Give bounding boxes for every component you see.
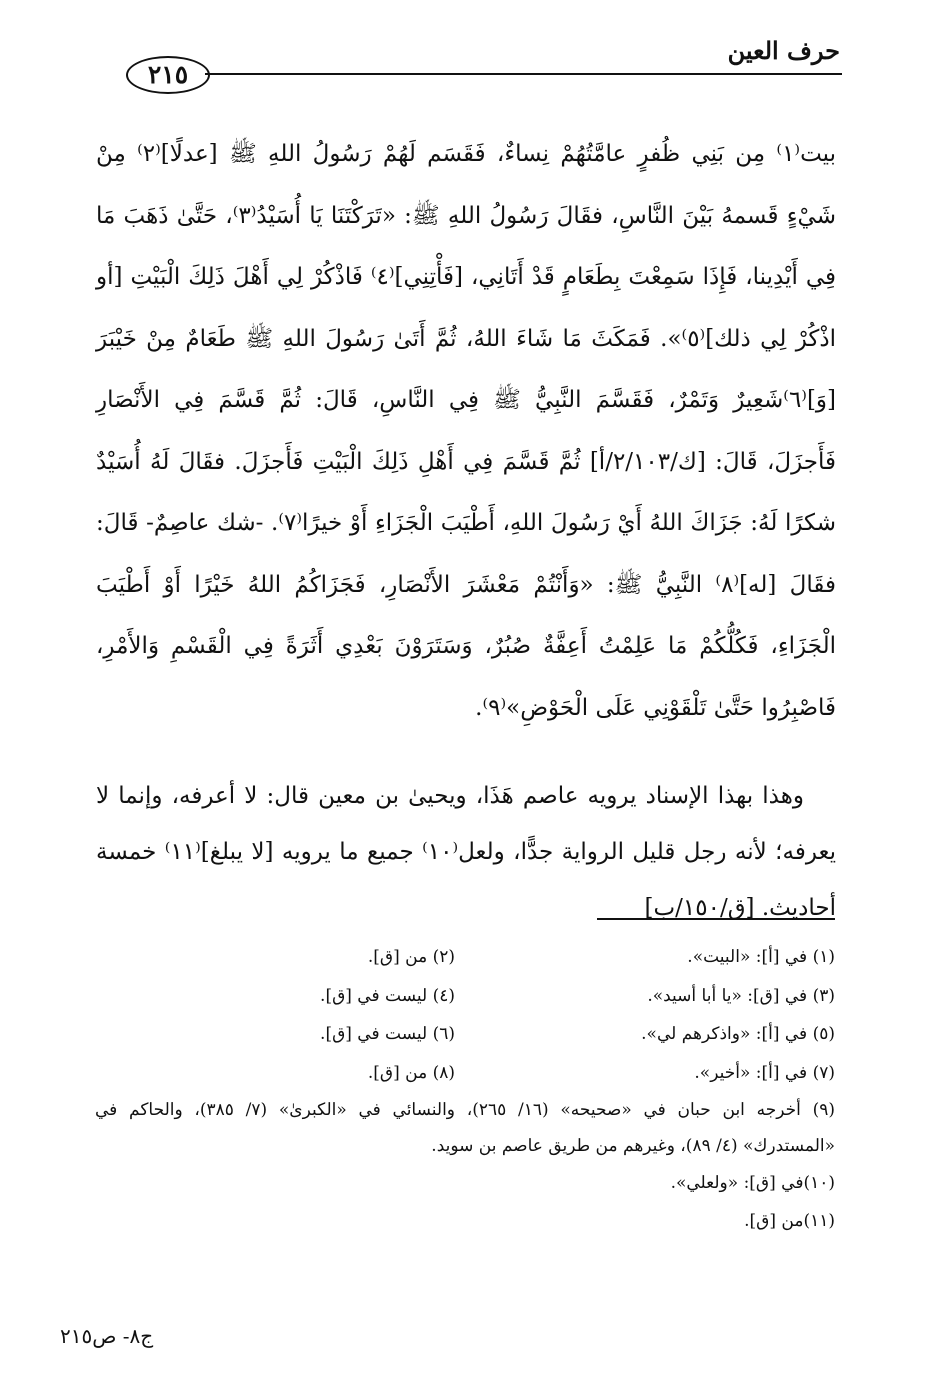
footnote-5: (٥) في [أ]: «واذكرهم لي».	[641, 1024, 835, 1044]
footnote-4: (٤) ليست في [ق].	[320, 985, 455, 1006]
footnote-separator	[597, 918, 835, 920]
chapter-title: حرف العين	[727, 36, 840, 65]
page-reference: ج٨- ص٢١٥	[60, 1324, 154, 1348]
footnote-11: (١١)من [ق].	[744, 1211, 835, 1231]
footnote-1: (١) في [أ]: «البيت».	[687, 947, 835, 967]
header-rule	[205, 73, 842, 75]
footnote-3: (٣) في [ق]: «يا أبا أسيد».	[647, 985, 835, 1006]
footnote-9: (٩) أخرجه ابن حبان في «صحيحه» (١٦/ ٢٦٥)، والنسائي في «الكبرىٰ» (٧/ ٣٨٥)، والحاكم في «المستدرك» (٤/ ٨٩)، وغيرهم من طريق عاصم بن سويد.	[95, 1100, 835, 1156]
main-paragraph: بيت⁽١⁾ مِن بَنِي ظُفرٍ عامَّتُهُمْ نِساءٌ، فَقَسَم لَهُمْ رَسُولُ اللهِ ﷺ [عدلًا]⁽٢⁾ مِنْ شَيْءٍ قَسمهُ بَيْنَ النَّاسِ، فقَالَ رَسُولُ اللهِ ﷺ: «تَرَكْتَنَا يَا أُسَيْدُ⁽٣⁾، حَتَّىٰ ذَهَبَ مَا فِي أَيْدِينا، فَإِذَا سَمِعْتَ بِطَعَامٍ قَدْ أَتَانِي، [فَأْتِنِي]⁽٤⁾ فَاذْكُرْ لِي أَهْلَ ذَلِكَ الْبَيْتِ [أو اذْكُرْ لِي ذلك]⁽٥⁾». فَمَكَثَ مَا شَاءَ اللهُ، ثُمَّ أَتَىٰ رَسُولَ اللهِ ﷺ طَعَامٌ مِنْ خَيْبَرَ [وَ]⁽٦⁾شَعِيرٌ وَتَمْرٌ، فَقَسَّمَ النَّبِيُّ ﷺ فِي النَّاسِ، قَالَ: ثُمَّ قَسَّمَ فِي الأَنْصَارِ فَأَجزَلَ، قَالَ: [ك/٢/١٠٣/أ] ثُمَّ قَسَّمَ فِي أَهْلِ ذَلِكَ الْبَيْتِ فَأَجزَلَ. فقَالَ لَهُ أُسَيْدٌ شكرًا لَهُ: جَزَاكَ اللهُ أَيْ رَسُولَ اللهِ، أَطْيَبَ الْجَزَاءِ أَوْ خيرًا⁽٧⁾. -شك عاصِمٌ- قَالَ: فقَالَ [له]⁽٨⁾ النَّبِيُّ ﷺ: «وَأَنْتُمْ مَعْشَرَ الأَنْصَارِ، فَجَزَاكُمُ اللهُ خَيْرًا أَوْ أَطْيَبَ الْجَزَاءِ، فَكُلُّكُمْ مَا عَلِمْتُ أَعِفَّةٌ صُبُرٌ، وَسَتَرَوْنَ بَعْدِي أَثَرَةً فِي الْقَسْمِ وَالأَمْرِ، فَاصْبِرُوا حَتَّىٰ تَلْقَوْنِي عَلَى الْحَوْضِ»⁽٩⁾.	[96, 141, 836, 721]
footnote-10: (١٠)في [ق]: «ولعلي».	[670, 1173, 835, 1193]
footnote-7: (٧) في [أ]: «أخير».	[694, 1062, 835, 1083]
commentary-paragraph: وهذا بهذا الإسناد يرويه عاصم هَذَا، ويحيىٰ بن معين قال: لا أعرفه، وإنما لا يعرفه؛ لأنه رجل قليل الرواية جدًّا، ولعل⁽١٠⁾ جميع ما يرويه [لا يبلغ]⁽١١⁾ خمسة أحاديث. [ق/١٥٠/ب]	[96, 783, 837, 921]
footnote-8: (٨) من [ق].	[367, 1062, 455, 1083]
footnote-6: (٦) ليست في [ق].	[320, 1024, 455, 1044]
footnote-2: (٢) من [ق].	[367, 947, 455, 967]
footnote-pairs	[95, 938, 835, 1092]
footnotes	[95, 938, 835, 1240]
page-number-oval: ٢١٥	[126, 56, 210, 94]
